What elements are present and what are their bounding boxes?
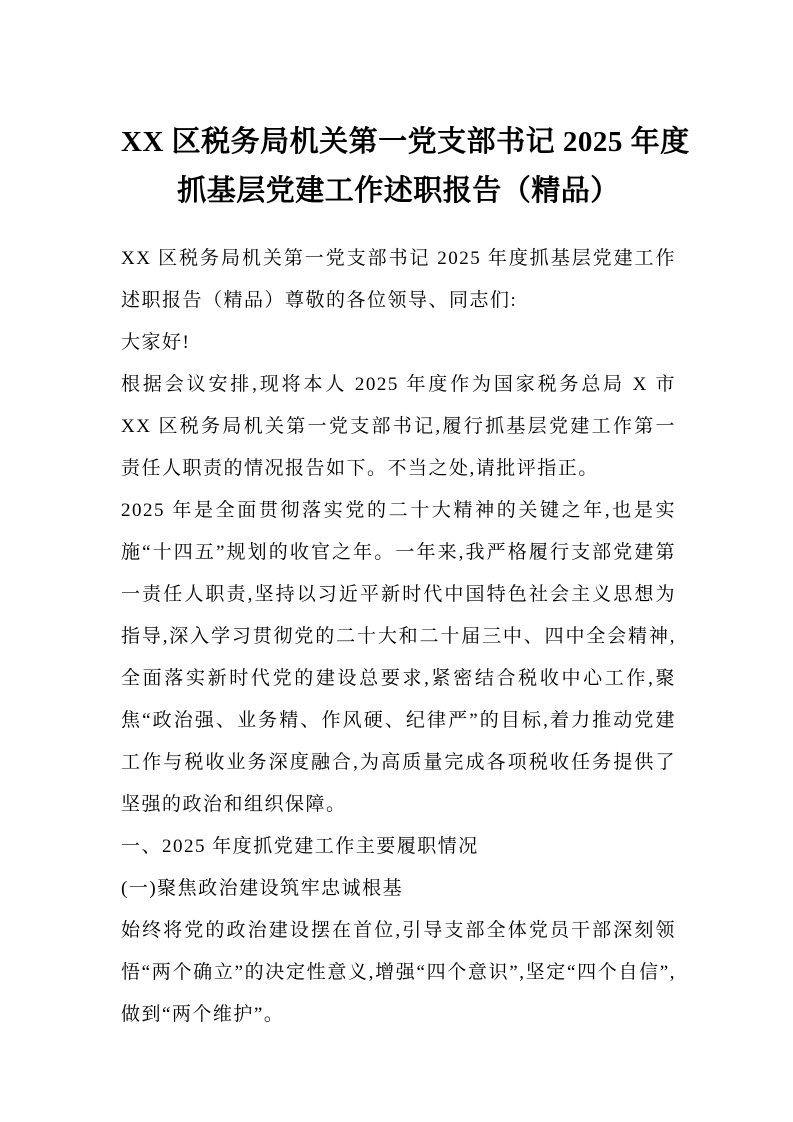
body-paragraph-greeting: 大家好! (121, 332, 191, 353)
subsection-heading-1-1: (一)聚焦政治建设筑牢忠诚根基 (121, 878, 404, 899)
body-paragraph-political-building: 始终将党的政治建设摆在首位,引导支部全体党员干部深刻领悟“两个确立”的决定性意义,增强“四个意识”,坚定“四个自信”,做到“两个维护”。 (121, 920, 676, 1025)
body-paragraph-salutation: XX 区税务局机关第一党支部书记 2025 年度抓基层党建工作述职报告（精品）尊敬的各位领导、同志们: (121, 248, 676, 311)
document-title-line-2: 抓基层党建工作述职报告（精品） (177, 175, 620, 207)
document-title (121, 118, 690, 216)
body-paragraph-overview: 2025 年是全面贯彻落实党的二十大精神的关键之年,也是实施“十四五”规划的收官之年。一年来,我严格履行支部党建第一责任人职责,坚持以习近平新时代中国特色社会主义思想为指导,深入学习贯彻党的二十大和二十届三中、四中全会精神,全面落实新时代党的建设总要求,紧密结合税收中心工作,聚焦“政治强、业务精、作风硬、纪律严”的目标,着力推动党建工作与税收业务深度融合,为高质量完成各项税收任务提供了坚强的政治和组织保障。 (121, 500, 676, 815)
body-paragraph-intro: 根据会议安排,现将本人 2025 年度作为国家税务总局 X 市 XX 区税务局机关第一党支部书记,履行抓基层党建工作第一责任人职责的情况报告如下。不当之处,请批评指正。 (121, 374, 676, 479)
document-title-line-1: XX 区税务局机关第一党支部书记 2025 年度 (121, 126, 690, 158)
document-body (121, 238, 676, 1036)
section-heading-1: 一、2025 年度抓党建工作主要履职情况 (121, 836, 479, 857)
